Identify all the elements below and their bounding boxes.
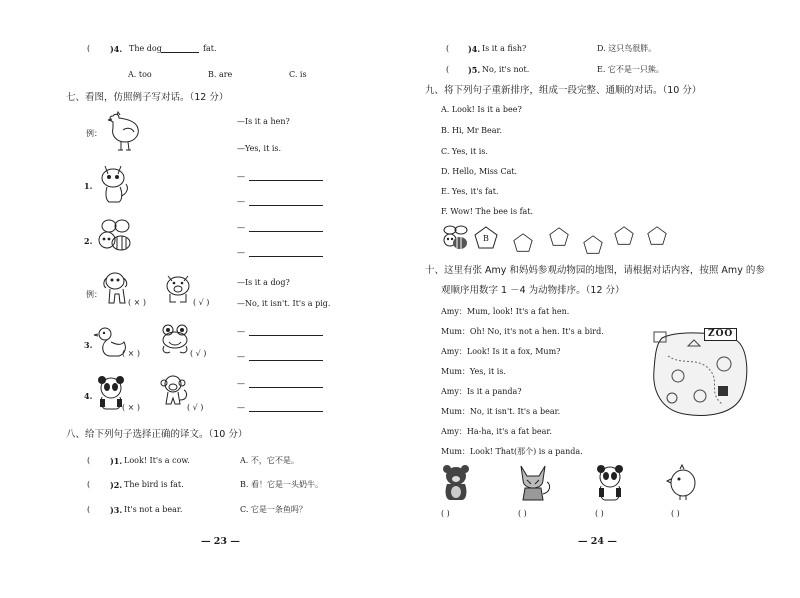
q4-opt-c: C. is <box>289 70 307 79</box>
zoo-map <box>648 326 752 420</box>
q4-blank[interactable] <box>161 52 199 53</box>
q4-opt-b: B. are <box>208 70 233 79</box>
dialog-line-5: Amy：Is it a panda? <box>441 387 522 396</box>
sec8-row2-en: The bird is fat. <box>124 480 184 489</box>
item3-answer-line-1[interactable] <box>249 335 323 336</box>
item1-answer-line-1[interactable] <box>249 180 323 181</box>
ex1-label: 例： <box>86 129 102 138</box>
ex1-line-1: —Is it a hen? <box>237 117 290 126</box>
sec9-line-e: E. Yes, it's fat. <box>441 187 499 196</box>
hen-image <box>103 110 143 152</box>
section10-title-line2: 观顺序用数字 1 －4 为动物排序。（12 分） <box>441 285 625 296</box>
item2-answer-line-1[interactable] <box>249 231 323 232</box>
item1-dash-2: — <box>237 197 245 206</box>
sec8-row1-paren: ( <box>87 456 91 465</box>
sec8-row4-paren: ( <box>446 44 450 53</box>
zoo-sign: ZOO <box>704 328 737 341</box>
item4-number: 4. <box>84 391 93 401</box>
item4-answer-line-1[interactable] <box>249 387 323 388</box>
sec8-row5-cn: E. 它不是一只熊。 <box>597 65 664 74</box>
section9-title: 九、将下列句子重新排序，组成一段完整、通顺的对话。（10 分） <box>425 85 702 96</box>
q4-paren: ( <box>87 44 91 53</box>
bear-image <box>442 464 470 502</box>
sec9-line-d: D. Hello, Miss Cat. <box>441 167 518 176</box>
item4-mark-1: ( × ) <box>122 403 141 412</box>
sec8-row2-paren: ( <box>87 480 91 489</box>
sec8-row3-number: )3. <box>110 505 123 515</box>
sec9-line-f: F. Wow! The bee is fat. <box>441 207 534 216</box>
dialog-line-7: Amy：Ha-ha, it's a fat bear. <box>441 427 552 436</box>
dialog-line-2: Mum：Oh! No, it's not a hen. It's a bird. <box>441 327 604 336</box>
item3-answer-line-2[interactable] <box>249 360 323 361</box>
sec8-row1-cn: A. 不，它不是。 <box>240 456 299 465</box>
pig-image <box>163 272 193 304</box>
section10-title-line1: 十、这里有张 Amy 和妈妈参观动物园的地图，请根据对话内容，按照 Amy 的参 <box>425 265 765 276</box>
panda-bottom-image <box>596 464 624 502</box>
sec8-row5-number: )5. <box>468 65 481 75</box>
item4-dash-1: — <box>237 379 245 388</box>
dialog-line-4: Mum：Yes, it is. <box>441 367 506 376</box>
page-number-left: — 23 — <box>201 536 240 547</box>
sec8-row4-en: Is it a fish? <box>482 44 527 53</box>
cat-image <box>97 162 131 204</box>
item3-mark-2: ( √ ) <box>190 349 207 358</box>
sec9-line-a: A. Look! Is it a bee? <box>441 105 522 114</box>
item1-dash-1: — <box>237 172 245 181</box>
fox-image <box>515 464 551 502</box>
section8-title: 八、给下列句子选择正确的译文。（10 分） <box>66 429 248 440</box>
sec8-row5-paren: ( <box>446 65 450 74</box>
sec8-row5-en: No, it's not. <box>482 65 530 74</box>
sec8-row2-number: )2. <box>110 480 123 490</box>
item2-number: 2. <box>84 236 93 246</box>
dialog-line-3: Amy：Look! Is it a fox, Mum? <box>441 347 561 356</box>
ex1-line-2: —Yes, it is. <box>237 144 282 153</box>
answer-pentagon-3[interactable] <box>548 227 570 247</box>
sec9-line-c: C. Yes, it is. <box>441 147 488 156</box>
answer-pentagon-6[interactable] <box>646 226 668 246</box>
q4-opt-a: A. too <box>128 70 152 79</box>
item2-dash-2: — <box>237 248 245 257</box>
ex2-mark-1: ( × ) <box>128 298 147 307</box>
dialog-line-8: Mum：Look! That(那个) is a panda. <box>441 447 583 456</box>
item4-dash-2: — <box>237 403 245 412</box>
item3-number: 3. <box>84 340 93 350</box>
ex2-line-2: —No, it isn't. It's a pig. <box>237 299 331 308</box>
bird-image <box>668 465 698 501</box>
ex2-mark-2: ( √ ) <box>193 298 210 307</box>
order-bracket-1[interactable]: ( ) <box>441 509 450 518</box>
sec8-row4-cn: D. 这只鸟很胖。 <box>597 44 657 53</box>
q4-number: )4. <box>110 44 123 54</box>
ex2-label: 例： <box>86 290 102 299</box>
item3-dash-2: — <box>237 352 245 361</box>
item3-dash-1: — <box>237 327 245 336</box>
item1-number: 1. <box>84 181 93 191</box>
q4-after: fat. <box>203 44 217 53</box>
answer-pentagon-1-value: B <box>483 234 489 243</box>
order-bracket-3[interactable]: ( ) <box>595 509 604 518</box>
dialog-line-1: Amy：Mum, look! It's a fat hen. <box>441 307 570 316</box>
answer-pentagon-2[interactable] <box>512 233 534 253</box>
sec8-row3-paren: ( <box>87 505 91 514</box>
ex2-line-1: —Is it a dog? <box>237 278 290 287</box>
dialog-line-6: Mum：No, it isn't. It's a bear. <box>441 407 561 416</box>
sec9-line-b: B. Hi, Mr Bear. <box>441 126 503 135</box>
sec8-row1-en: Look! It's a cow. <box>124 456 190 465</box>
item4-mark-2: ( √ ) <box>187 403 204 412</box>
sec8-row2-cn: B. 看！它是一头奶牛。 <box>240 480 323 489</box>
order-bracket-4[interactable]: ( ) <box>671 509 680 518</box>
item4-answer-line-2[interactable] <box>249 411 323 412</box>
bee-mascot-icon <box>440 224 470 252</box>
item2-answer-line-2[interactable] <box>249 256 323 257</box>
sec8-row1-number: )1. <box>110 456 123 466</box>
sec8-row3-cn: C. 它是一条鱼吗？ <box>240 505 307 514</box>
section7-title: 七、看图，仿照例子写对话。（12 分） <box>66 92 229 103</box>
item3-mark-1: ( × ) <box>122 349 141 358</box>
item1-answer-line-2[interactable] <box>249 205 323 206</box>
monkey-image <box>158 374 190 412</box>
sec8-row3-en: It's not a bear. <box>124 505 183 514</box>
answer-pentagon-1[interactable] <box>474 226 498 250</box>
answer-pentagon-4[interactable] <box>582 235 604 255</box>
frog-image <box>158 322 192 356</box>
page-number-right: — 24 — <box>578 536 617 547</box>
sec8-row4-number: )4. <box>468 44 481 54</box>
bee-image <box>95 216 135 256</box>
q4-text: The dog <box>129 44 162 53</box>
order-bracket-2[interactable]: ( ) <box>518 509 527 518</box>
answer-pentagon-5[interactable] <box>613 226 635 246</box>
item2-dash-1: — <box>237 223 245 232</box>
